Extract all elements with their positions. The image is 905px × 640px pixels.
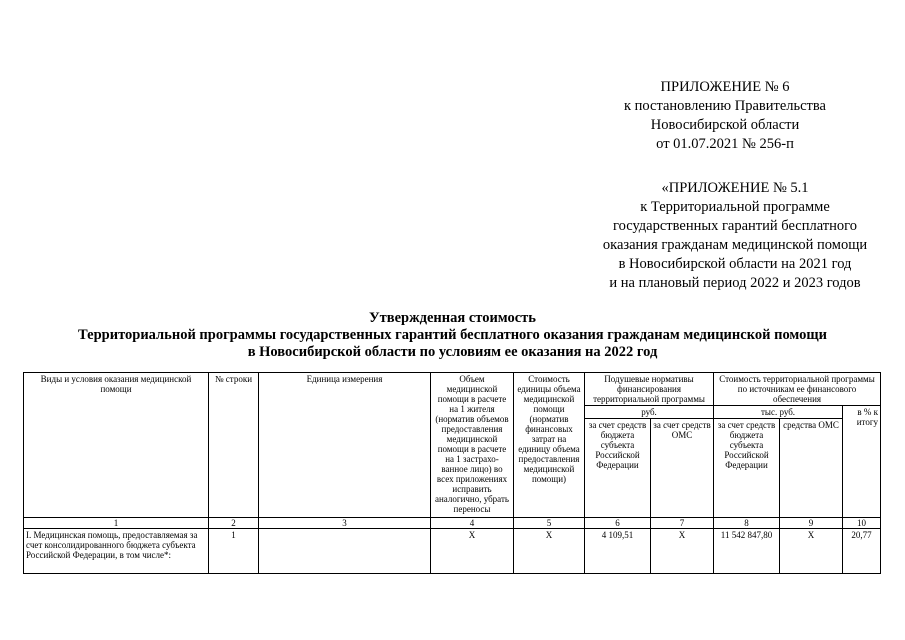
- appendix-line: и на плановый период 2022 и 2023 годов: [609, 275, 861, 291]
- header-oms-sum: средства ОМС: [780, 419, 843, 518]
- appendix-line: оказания гражданам медицинской помощи: [602, 237, 868, 253]
- row-label: I. Медицинская помощь, предоставляемая за счет консолидированного бюджета субъекта Российской Федерации, в том числе*:: [24, 529, 209, 574]
- header-row: [24, 373, 881, 406]
- appendix-line: в Новосибирской области на 2021 год: [618, 256, 852, 272]
- header-per-capita: Подушевые нормативы финансирования территориальной программы: [585, 373, 714, 406]
- row-unit: [259, 529, 431, 574]
- header-unit: Единица измерения: [259, 373, 431, 518]
- row-percent: 20,77: [843, 529, 881, 574]
- cost-table: [23, 372, 881, 574]
- appendix-line: ПРИЛОЖЕНИЕ № 6: [660, 79, 790, 95]
- column-number: 4: [431, 518, 514, 529]
- header-types: Виды и условия оказания медицинской помощи: [24, 373, 209, 518]
- column-number: 3: [259, 518, 431, 529]
- column-number: 6: [585, 518, 651, 529]
- appendix-line: «ПРИЛОЖЕНИЕ № 5.1: [661, 180, 809, 196]
- column-number: 9: [780, 518, 843, 529]
- row-sum-oms: Х: [780, 529, 843, 574]
- row-unit-cost: Х: [514, 529, 585, 574]
- program-appendix-header: [575, 179, 895, 293]
- title-line: в Новосибирской области по условиям ее оказания на 2022 год: [247, 344, 658, 360]
- appendix-line: к постановлению Правительства: [624, 98, 826, 114]
- header-budget-rf-sum: за счет средств бюджета субъекта Российской Федерации: [714, 419, 780, 518]
- header-rub: руб.: [585, 406, 714, 419]
- header-oms: за счет средств ОМС: [651, 419, 714, 518]
- appendix-line: к Территориальной программе: [640, 199, 830, 215]
- column-number: 5: [514, 518, 585, 529]
- title-line: Утвержденная стоимость: [369, 310, 536, 326]
- column-number: 7: [651, 518, 714, 529]
- header-volume: Объем медицинской помощи в расчете на 1 жителя (норматив объемов предоставления медицинской помощи в расчете на 1 застрахо-ванное лицо) во всех приложениях исправить аналогично, убрать переносы: [431, 373, 514, 518]
- column-number: 2: [209, 518, 259, 529]
- row-number: 1: [209, 529, 259, 574]
- row-per-capita-oms: Х: [651, 529, 714, 574]
- appendix-header: [590, 78, 860, 154]
- header-unit-cost: Стоимость единицы объема медицинской помощи (норматив финансовых затрат на единицу объема предоставления медицинской помощи): [514, 373, 585, 518]
- header-percent: в % к итогу: [843, 406, 881, 518]
- row-volume: Х: [431, 529, 514, 574]
- header-row-number: № строки: [209, 373, 259, 518]
- column-number-row: [24, 518, 881, 529]
- header-budget-rf: за счет средств бюджета субъекта Российской Федерации: [585, 419, 651, 518]
- document-title: [0, 310, 905, 361]
- row-sum-budget: 11 542 847,80: [714, 529, 780, 574]
- appendix-line: государственных гарантий бесплатного: [613, 218, 857, 234]
- appendix-line: Новосибирской области: [650, 117, 800, 133]
- table-row: [24, 529, 881, 574]
- appendix-line: от 01.07.2021 № 256-п: [656, 136, 794, 152]
- column-number: 1: [24, 518, 209, 529]
- column-number: 10: [843, 518, 881, 529]
- column-number: 8: [714, 518, 780, 529]
- row-per-capita-budget: 4 109,51: [585, 529, 651, 574]
- title-line: Территориальной программы государственных гарантий бесплатного оказания гражданам медицинской помощи: [78, 327, 827, 343]
- header-sources: Стоимость территориальной программы по источникам ее финансового обеспечения: [714, 373, 881, 406]
- header-thousand-rub: тыс. руб.: [714, 406, 843, 419]
